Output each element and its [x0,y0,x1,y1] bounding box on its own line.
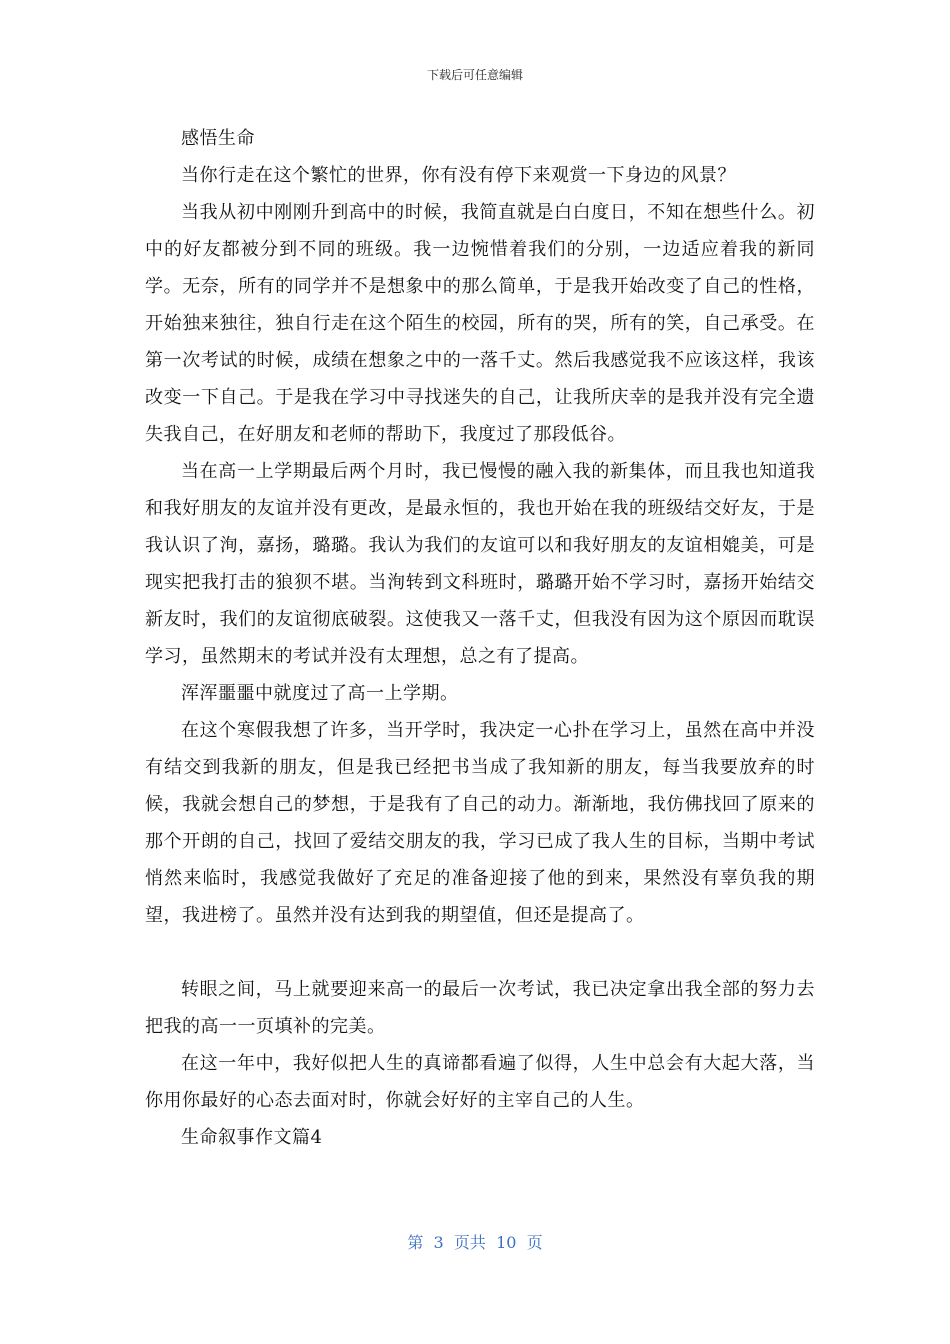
page-number-footer: 第 3 页共 10 页 [407,1233,543,1252]
paragraph: 在这一年中，我好似把人生的真谛都看遍了似得，人生中总会有大起大落，当你用你最好的心态去面对时，你就会好好的主宰自己的人生。 [145,1053,815,1111]
next-section-heading: 生命叙事作文篇4 [181,1127,323,1148]
paragraph: 转眼之间，马上就要迎来高一的最后一次考试，我已决定拿出我全部的努力去把我的高一一页填补的完美。 [145,979,815,1037]
paragraph: 浑浑噩噩中就度过了高一上学期。 [181,683,459,704]
paragraph: 当你行走在这个繁忙的世界，你有没有停下来观赏一下身边的风景？ [181,165,736,186]
document-body [145,120,815,1156]
paragraph: 在这个寒假我想了许多，当开学时，我决定一心扑在学习上，虽然在高中并没有结交到我新的朋友，但是我已经把书当成了我知新的朋友，每当我要放弃的时候，我就会想自己的梦想，于是我有了自己的动力。渐渐地，我仿佛找回了原来的那个开朗的自己，找回了爱结交朋友的我，学习已成了我人生的目标，当期中考试悄然来临时，我感觉我做好了充足的准备迎接了他的到来，果然没有辜负我的期望，我进榜了。虽然并没有达到我的期望值，但还是提高了。 [145,720,815,926]
page-header-note: 下载后可任意编辑 [426,68,523,82]
section-title: 感悟生命 [181,128,255,149]
paragraph: 当在高一上学期最后两个月时，我已慢慢的融入我的新集体，而且我也知道我和我好朋友的友谊并没有更改，是最永恒的，我也开始在我的班级结交好友，于是我认识了洵，嘉扬，璐璐。我认为我们的友谊可以和我好朋友的友谊相媲美，可是现实把我打击的狼狈不堪。当洵转到文科班时，璐璐开始不学习时，嘉扬开始结交新友时，我们的友谊彻底破裂。这使我又一落千丈，但我没有因为这个原因而耽误学习，虽然期末的考试并没有太理想，总之有了提高。 [145,461,815,667]
paragraph: 当我从初中刚刚升到高中的时候，我简直就是白白度日，不知在想些什么。初中的好友都被分到不同的班级。我一边惋惜着我们的分别，一边适应着我的新同学。无奈，所有的同学并不是想象中的那么简单，于是我开始改变了自己的性格，开始独来独往，独自行走在这个陌生的校园，所有的哭，所有的笑，自己承受。在第一次考试的时候，成绩在想象之中的一落千丈。然后我感觉我不应该这样，我该改变一下自己。于是我在学习中寻找迷失的自己，让我所庆幸的是我并没有完全遗失我自己，在好朋友和老师的帮助下，我度过了那段低谷。 [145,202,815,445]
